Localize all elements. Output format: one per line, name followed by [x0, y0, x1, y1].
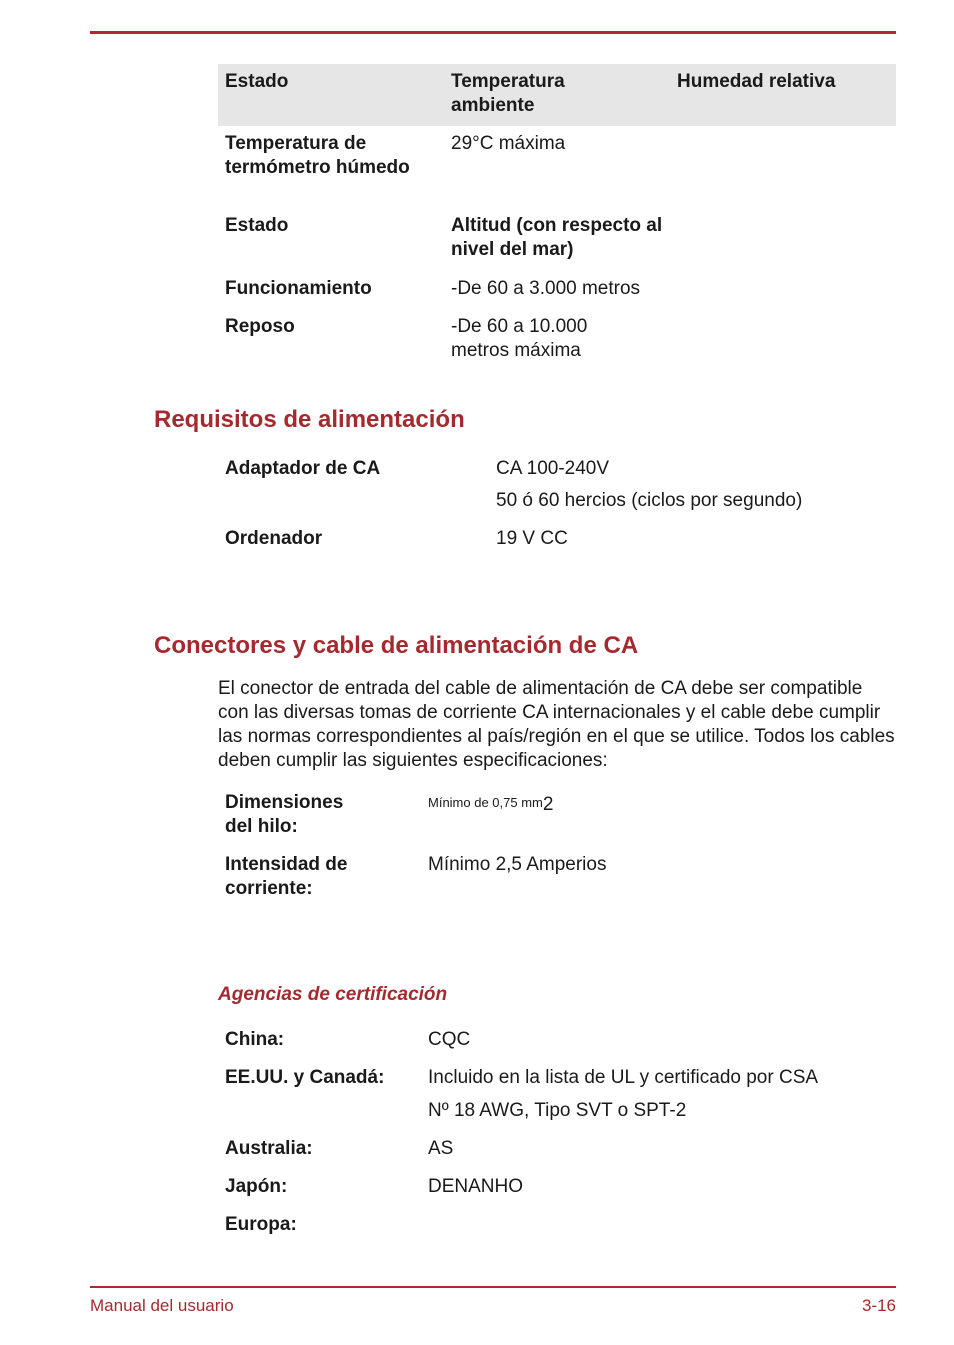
subheading-certification: Agencias de certificación: [218, 984, 448, 1005]
table-header-temperatura: Temperatura ambiente: [451, 71, 565, 116]
cert-value-us: Incluido en la lista de UL y certificado por CSA: [428, 1067, 819, 1088]
cert-label-japan: Japón:: [225, 1176, 288, 1197]
wet-bulb-value: 29°C máxima: [451, 133, 566, 154]
cert-value-us: Nº 18 AWG, Tipo SVT o SPT-2: [428, 1100, 687, 1121]
cert-value-australia: AS: [428, 1138, 454, 1159]
current-value: Mínimo 2,5 Amperios: [428, 854, 607, 875]
table-header-humedad: Humedad relativa: [677, 71, 836, 92]
wire-value-row: [428, 790, 553, 814]
wire-value: Mínimo de 0,75 mm: [428, 795, 543, 810]
cert-value-china: CQC: [428, 1029, 471, 1050]
top-rule: [90, 31, 896, 34]
altitude-row-label: Funcionamiento: [225, 278, 372, 299]
altitude-header-estado: Estado: [225, 215, 289, 236]
altitude-header-altitud: Altitud (con respecto al nivel del mar): [451, 215, 663, 260]
table-header-estado: Estado: [225, 71, 289, 92]
cert-label-australia: Australia:: [225, 1138, 313, 1159]
wet-bulb-label: Temperatura de termómetro húmedo: [225, 133, 410, 178]
page-number: 3-16: [861, 1296, 896, 1315]
adapter-label: Adaptador de CA: [225, 458, 381, 479]
section-heading-connectors: Conectores y cable de alimentación de CA: [154, 632, 639, 659]
adapter-value: 50 ó 60 hercios (ciclos por segundo): [496, 490, 803, 511]
computer-value: 19 V CC: [496, 528, 568, 549]
connectors-paragraph: El conector de entrada del cable de alimentación de CA debe ser compatible con las diversas tomas de corriente CA internacionales y el cable debe cumplir las normas correspondientes al país/región en el que se utilice. Todos los cables deben cumplir las siguientes especificaciones:: [218, 678, 895, 771]
cert-label-us: EE.UU. y Canadá:: [225, 1067, 385, 1088]
computer-label: Ordenador: [225, 528, 323, 549]
cert-label-europe: Europa:: [225, 1214, 297, 1235]
cert-label-china: China:: [225, 1029, 285, 1050]
footer-title: Manual del usuario: [90, 1296, 234, 1315]
altitude-row-label: Reposo: [225, 316, 295, 337]
current-label: Intensidad de corriente:: [225, 854, 348, 899]
cert-value-japan: DENANHO: [428, 1176, 524, 1197]
altitude-row-value: -De 60 a 10.000 metros máxima: [451, 316, 588, 361]
section-heading-power: Requisitos de alimentación: [154, 406, 465, 433]
adapter-value: CA 100-240V: [496, 458, 610, 479]
altitude-row-value: -De 60 a 3.000 metros: [451, 278, 641, 299]
wire-label: Dimensiones del hilo:: [225, 792, 344, 837]
wire-exponent: 2: [542, 794, 554, 815]
bottom-rule: [90, 1286, 896, 1288]
